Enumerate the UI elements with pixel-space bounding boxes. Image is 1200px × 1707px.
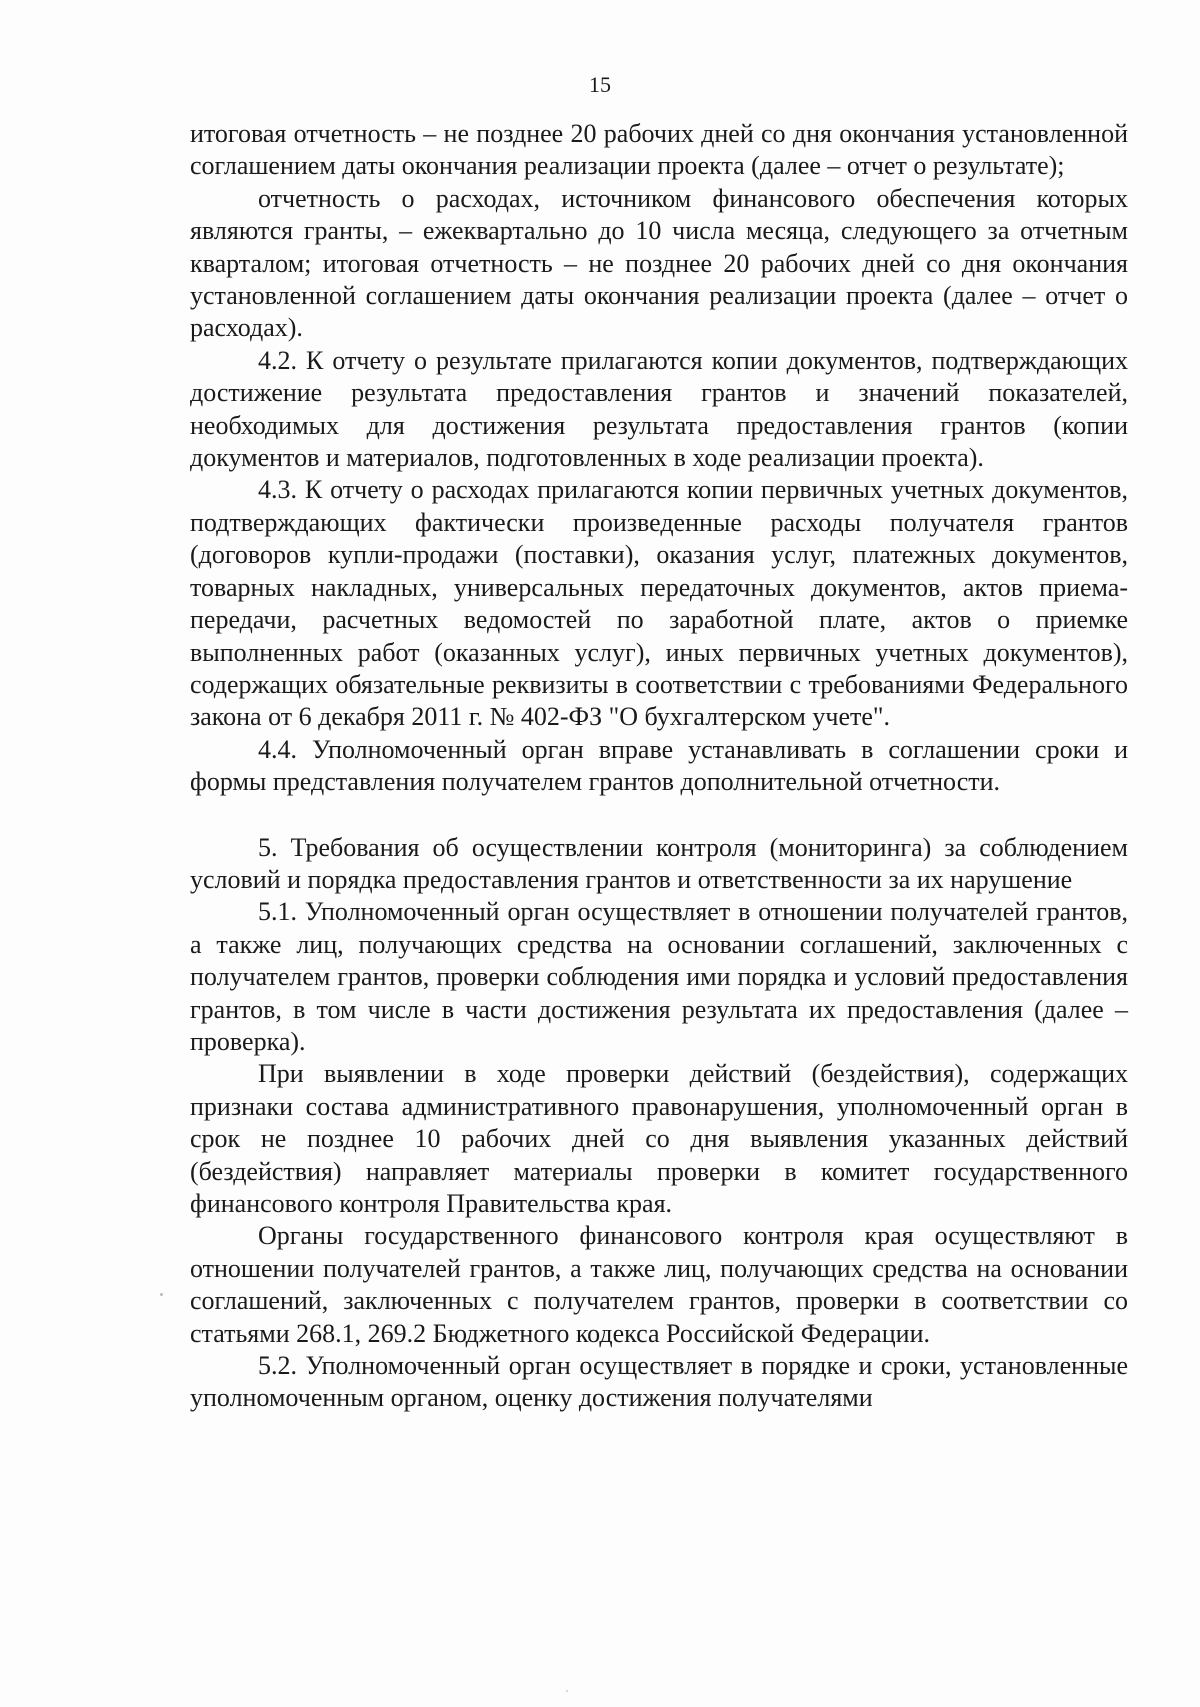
scan-dot-mark: [160, 1293, 163, 1296]
paragraph-4-3: 4.3. К отчету о расходах прилагаются копии первичных учетных документов, подтверждающих фактически произведенные расходы получателя грантов (договоров купли-продажи (поставки), оказания услуг, платежных документов, товарных накладных, универсальных передаточных документов, актов приема-передачи, расчетных ведомостей по заработной плате, актов о приемке выполненных работ (оказанных услуг), иных первичных учетных документов), содержащих обязательные реквизиты в соответствии с требованиями Федерального закона от 6 декабря 2011 г. № 402-ФЗ "О бухгалтерском учете".: [190, 475, 1128, 732]
paragraph-5-2: 5.2. Уполномоченный орган осуществляет в порядке и сроки, установленные уполномоченным органом, оценку достижения получателями: [190, 1351, 1128, 1413]
paragraph-state-control: Органы государственного финансового контроля края осуществляют в отношении получателей грантов, а также лиц, получающих средства на основании соглашений, заключенных с получателем грантов, проверки в соответствии со статьями 268.1, 269.2 Бюджетного кодекса Российской Федерации.: [190, 1221, 1128, 1348]
paragraph-violation-referral: При выявлении в ходе проверки действий (бездействия), содержащих признаки состава административного правонарушения, уполномоченный орган в срок не позднее 10 рабочих дней со дня выявления указанных действий (бездействия) направляет материалы проверки в комитет государственного финансового контроля Правительства края.: [190, 1059, 1128, 1218]
paragraph-4-4: 4.4. Уполномоченный орган вправе устанавливать в соглашении сроки и формы представления получателем грантов дополнительной отчетности.: [190, 734, 1128, 797]
paragraph-5-1: 5.1. Уполномоченный орган осуществляет в отношении получателей грантов, а также лиц, получающих средства на основании соглашений, заключенных с получателем грантов, проверки соблюдения ими порядка и условий предоставления грантов, в том числе в части достижения результата их предоставления (далее – проверка).: [190, 897, 1128, 1056]
scan-dot-mark-bottom: [566, 1690, 568, 1692]
section-5-title: 5. Требования об осуществлении контроля (мониторинга) за соблюдением условий и порядка предоставления грантов и ответственности за их нарушение: [190, 832, 1128, 894]
document-body: [190, 118, 1128, 1415]
page-number: 15: [589, 72, 611, 97]
paragraph-4-2: 4.2. К отчету о результате прилагаются копии документов, подтверждающих достижение результата предоставления грантов и значений показателей, необходимых для достижения результата предоставления грантов (копии документов и материалов, подготовленных в ходе реализации проекта).: [190, 345, 1128, 473]
paragraph-expense-report: отчетность о расходах, источником финансового обеспечения которых являются гранты, – ежеквартально до 10 числа месяца, следующего за отчетным кварталом; итоговая отчетность – не позднее 20 рабочих дней со дня окончания установленной соглашением даты окончания реализации проекта (далее – отчет о расходах).: [190, 183, 1128, 343]
paragraph-final-report: итоговая отчетность – не позднее 20 рабочих дней со дня окончания установленной соглашением даты окончания реализации проекта (далее – отчет о результате);: [190, 119, 1128, 181]
